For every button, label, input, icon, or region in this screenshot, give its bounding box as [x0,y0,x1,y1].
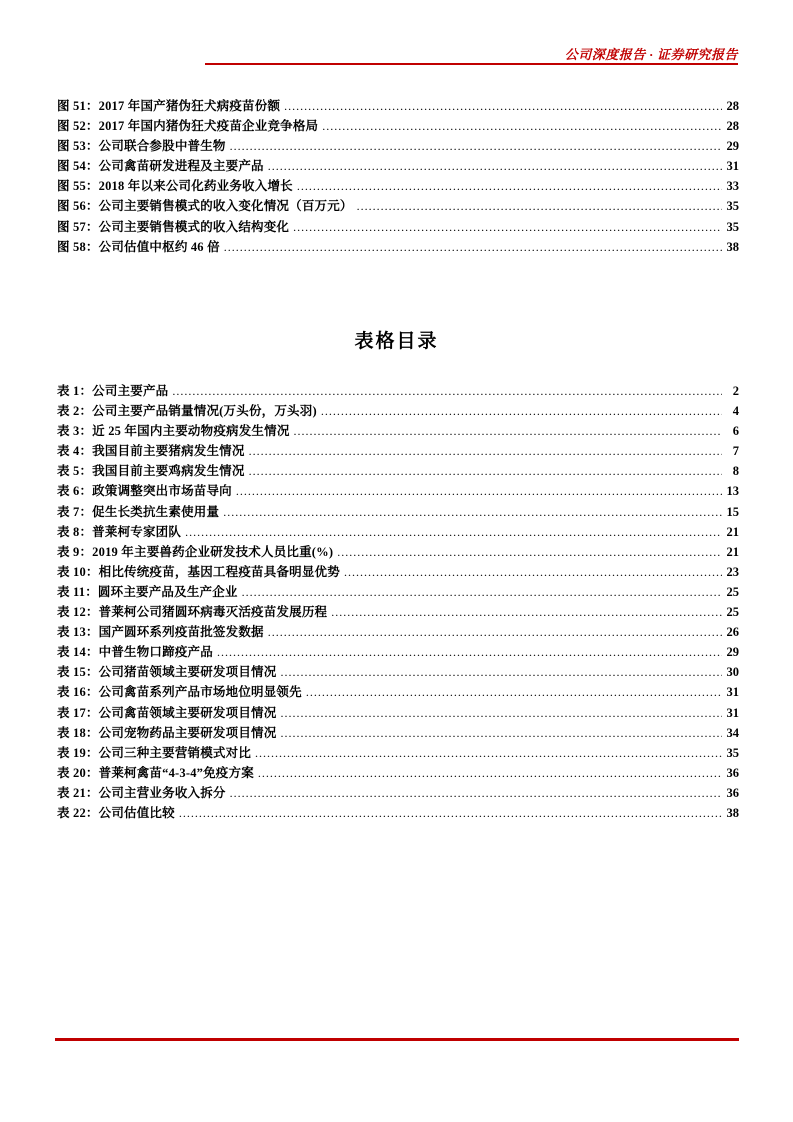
toc-dot-leader [230,139,722,154]
toc-entry-page: 13 [726,484,739,499]
toc-entry [57,542,739,562]
toc-entry-label: 表 11：圆环主要产品及生产企业 [57,584,238,599]
toc-dot-leader [258,766,722,781]
toc-entry-page: 29 [726,139,739,154]
toc-entry [57,461,739,481]
toc-entry-label: 表 14：中普生物口蹄疫产品 [57,645,213,660]
toc-dot-leader [179,806,722,821]
report-header-title: 公司深度报告 · 证券研究报告 [564,47,738,62]
toc-entry-page: 31 [726,705,739,720]
toc-dot-leader [224,240,722,255]
toc-entry [57,562,739,582]
toc-dot-leader [344,565,722,580]
toc-entry-page: 31 [726,685,739,700]
toc-dot-leader [280,665,722,680]
toc-entry-page: 21 [726,544,739,559]
toc-entry [57,582,739,602]
table-toc-heading: 表格目录 [354,331,439,352]
toc-entry [57,642,739,662]
toc-dot-leader [268,159,722,174]
toc-dot-leader [172,384,722,399]
toc-dot-leader [230,786,722,801]
toc-entry-label: 表 17：公司禽苗领域主要研发项目情况 [57,705,277,720]
toc-entry-label: 表 21：公司主营业务收入拆分 [57,785,226,800]
toc-entry-label: 表 8：普莱柯专家团队 [57,524,182,539]
toc-entry [57,196,739,216]
toc-entry-label: 表 20：普莱柯禽苗“4-3-4”免疫方案 [57,765,254,780]
footer-rule [55,1038,739,1041]
toc-dot-leader [249,444,722,459]
toc-entry [57,622,739,642]
toc-entry-label: 表 2：公司主要产品销量情况(万头份，万头羽) [57,404,317,419]
toc-entry-page: 25 [726,584,739,599]
toc-entry-page: 30 [726,665,739,680]
toc-entry [57,723,739,743]
toc-entry-label: 表 12：普莱柯公司猪圆环病毒灭活疫苗发展历程 [57,605,328,620]
toc-entry-page: 29 [726,645,739,660]
toc-entry [57,502,739,522]
toc-entry [57,662,739,682]
toc-entry-label: 表 22：公司估值比较 [57,805,175,820]
toc-dot-leader [331,605,722,620]
toc-entry [57,441,739,461]
toc-entry-page: 36 [726,765,739,780]
toc-entry-label: 表 4：我国目前主要猪病发生情况 [57,444,245,459]
header-rule [205,63,738,65]
table-toc-list [57,381,739,823]
toc-entry-label: 表 19：公司三种主要营销模式对比 [57,745,252,760]
toc-entry-page: 36 [726,785,739,800]
toc-entry [57,803,739,823]
toc-entry-page: 28 [726,99,739,113]
toc-entry-label: 图 58：公司估值中枢约 46 倍 [57,239,220,254]
toc-entry [57,763,739,783]
toc-entry [57,481,739,501]
toc-dot-leader [297,179,722,194]
toc-dot-leader [357,199,722,214]
toc-dot-leader [280,706,722,721]
toc-dot-leader [306,685,722,700]
toc-dot-leader [284,99,722,114]
toc-entry-page: 33 [726,179,739,194]
toc-entry-page: 2 [732,384,739,398]
toc-entry [57,136,739,156]
toc-entry [57,783,739,803]
toc-entry-label: 图 53：公司联合参股中普生物 [57,139,226,154]
toc-entry-page: 35 [726,199,739,214]
toc-entry-page: 26 [726,625,739,640]
toc-entry [57,682,739,702]
toc-entry-page: 4 [732,404,739,419]
toc-entry-label: 表 6：政策调整突出市场苗导向 [57,484,232,499]
toc-dot-leader [217,645,722,660]
toc-entry [57,156,739,176]
toc-entry-label: 表 16：公司禽苗系列产品市场地位明显领先 [57,685,302,700]
toc-entry-label: 图 51：2017 年国产猪伪狂犬病疫苗份额 [57,99,281,113]
toc-entry [57,743,739,763]
toc-entry [57,602,739,622]
toc-entry-page: 34 [726,725,739,740]
toc-dot-leader [255,746,722,761]
toc-entry-page: 35 [726,745,739,760]
toc-entry-label: 表 15：公司猪苗领域主要研发项目情况 [57,665,277,680]
toc-entry [57,176,739,196]
toc-entry-page: 31 [726,159,739,174]
toc-entry [57,217,739,237]
toc-entry [57,381,739,401]
toc-entry-label: 表 5：我国目前主要鸡病发生情况 [57,464,245,479]
toc-entry-page: 7 [732,444,739,459]
toc-dot-leader [337,545,722,560]
toc-dot-leader [322,119,722,134]
toc-entry-page: 28 [726,119,739,134]
toc-dot-leader [185,525,722,540]
toc-entry-label: 表 3：近 25 年国内主要动物疫病发生情况 [57,424,290,439]
toc-dot-leader [236,484,722,499]
toc-entry-page: 23 [726,564,739,579]
toc-dot-leader [294,424,722,439]
toc-entry-label: 表 1：公司主要产品 [57,384,169,398]
toc-entry [57,421,739,441]
toc-entry-label: 表 18：公司宠物药品主要研发项目情况 [57,725,277,740]
toc-dot-leader [242,585,722,600]
toc-dot-leader [249,464,722,479]
toc-entry-page: 38 [726,239,739,254]
toc-entry-label: 表 13：国产圆环系列疫苗批签发数据 [57,625,264,640]
toc-entry-page: 25 [726,605,739,620]
toc-entry [57,96,739,116]
toc-entry [57,401,739,421]
toc-entry [57,703,739,723]
toc-entry [57,237,739,257]
toc-entry-page: 21 [726,524,739,539]
toc-dot-leader [293,220,722,235]
toc-entry-page: 8 [732,464,739,479]
figure-toc-list [57,96,739,257]
toc-entry-page: 15 [726,504,739,519]
toc-entry [57,116,739,136]
toc-entry-page: 38 [726,805,739,820]
toc-dot-leader [321,404,722,419]
toc-entry-label: 表 10：相比传统疫苗，基因工程疫苗具备明显优势 [57,564,340,579]
toc-entry-page: 6 [732,424,739,439]
toc-dot-leader [268,625,722,640]
toc-entry-label: 图 57：公司主要销售模式的收入结构变化 [57,219,290,234]
toc-entry [57,522,739,542]
toc-entry-label: 图 52：2017 年国内猪伪狂犬疫苗企业竞争格局 [57,119,319,134]
toc-entry-label: 表 7：促生长类抗生素使用量 [57,504,220,519]
toc-entry-page: 35 [726,219,739,234]
toc-dot-leader [280,726,722,741]
toc-dot-leader [223,505,722,520]
toc-entry-label: 图 54：公司禽苗研发进程及主要产品 [57,159,264,174]
toc-entry-label: 表 9：2019 年主要兽药企业研发技术人员比重(%) [57,544,334,559]
toc-entry-label: 图 55：2018 年以来公司化药业务收入增长 [57,179,293,194]
toc-entry-label: 图 56：公司主要销售模式的收入变化情况（百万元） [57,199,353,214]
